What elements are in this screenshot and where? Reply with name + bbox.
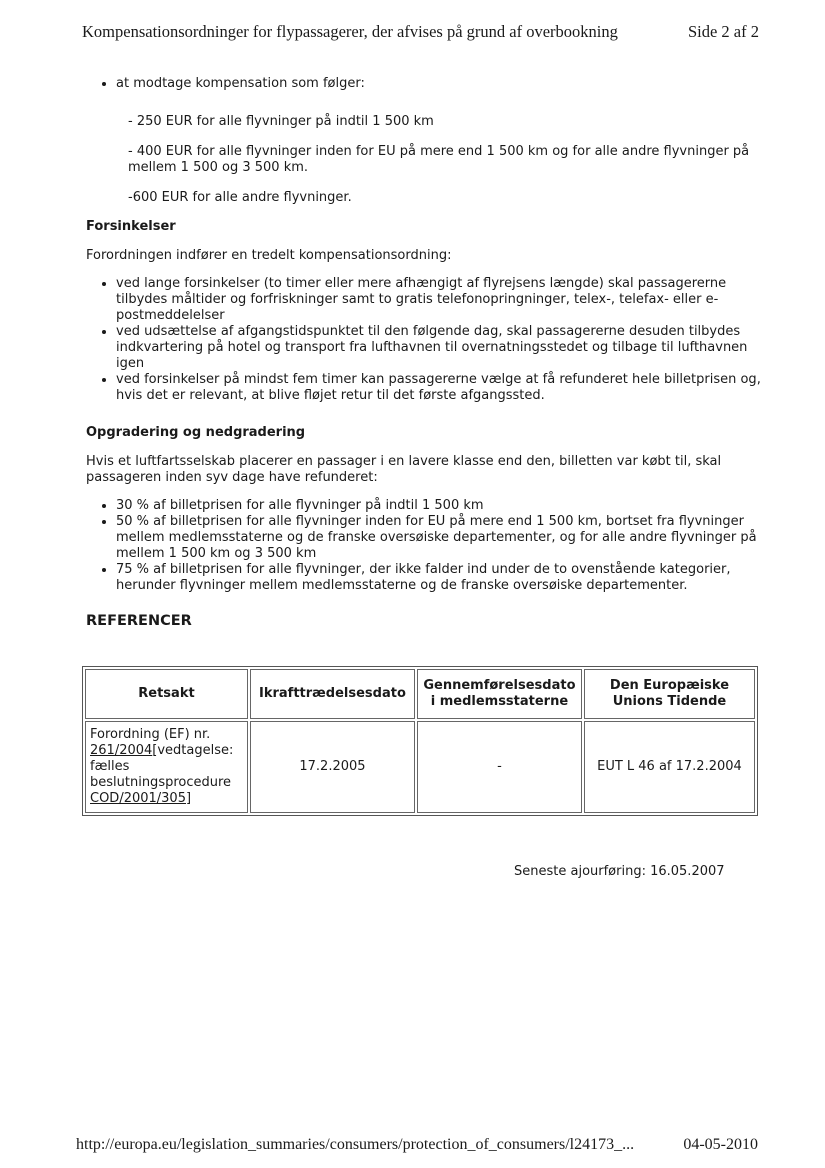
compensation-item: - 250 EUR for alle flyvninger på indtil 1 500 km — [128, 114, 434, 129]
act-prefix: Forordning (EF) nr. — [90, 727, 211, 742]
upgrade-list — [86, 498, 766, 594]
regulation-link[interactable]: 261/2004 — [90, 743, 153, 758]
print-date: 04-05-2010 — [683, 1136, 758, 1153]
section-heading-delays: Forsinkelser — [86, 219, 176, 234]
table-header-row — [85, 669, 755, 719]
page-header — [82, 22, 759, 42]
compensation-item: - 400 EUR for alle flyvninger inden for EU på mere end 1 500 km og for alle andre flyvninger på mellem 1 500 og 3 500 km. — [128, 144, 750, 175]
list-item: • 75 % af billetprisen for alle flyvninger, der ikke falder ind under de to ovenstående kategorier, herunder flyvninger mellem medlemsstaterne og de franske oversøiske departementer. — [116, 562, 766, 594]
compensation-intro: • at modtage kompensation som følger: — [116, 76, 766, 92]
column-header: Den Europæiske Unions Tidende — [584, 669, 755, 719]
main-content — [86, 76, 766, 629]
journal-cell: EUT L 46 af 17.2.2004 — [584, 721, 755, 813]
references-table — [82, 666, 758, 816]
page-number: Side 2 af 2 — [687, 22, 759, 41]
act-procedure-text: [vedtagelse: fælles beslutningsprocedure — [90, 743, 234, 790]
list-item: • 50 % af billetprisen for alle flyvninger inden for EU på mere end 1 500 km, bortset fra flyvninger mellem medlemsstaterne og de franske oversøiske departementer, og for alle andre flyvninger på mellem 1 500 km og 3 500 km — [116, 514, 766, 562]
table-row — [85, 721, 755, 813]
section-heading-references: REFERENCER — [86, 613, 192, 629]
document-title: Kompensationsordninger for flypassagerer, der afvises på grund af overbookning — [82, 22, 618, 41]
entry-date-cell: 17.2.2005 — [250, 721, 415, 813]
page-footer — [76, 1136, 758, 1154]
list-item: • ved forsinkelser på mindst fem timer kan passagererne vælge at få refunderet hele billetprisen og, hvis det er relevant, at blive fløjet retur til det første afgangssted. — [116, 372, 766, 404]
delays-intro: Forordningen indfører en tredelt kompensationsordning: — [86, 248, 452, 263]
list-item: • ved udsættelse af afgangstidspunktet til den følgende dag, skal passagererne desuden tilbydes indkvartering på hotel og transport fra lufthavnen til overnatningsstedet og tilbage til lufthavnen igen — [116, 324, 766, 372]
act-cell — [85, 721, 248, 813]
last-updated: Seneste ajourføring: 16.05.2007 — [514, 864, 725, 879]
compensation-list — [86, 76, 766, 92]
act-suffix: ] — [185, 791, 192, 806]
column-header: Gennemførelsesdato i medlemsstaterne — [417, 669, 582, 719]
delays-list — [86, 276, 766, 404]
column-header: Ikrafttrædelsesdato — [250, 669, 415, 719]
source-url: http://europa.eu/legislation_summaries/consumers/protection_of_consumers/l24173_... — [76, 1136, 635, 1153]
upgrade-intro: Hvis et luftfartsselskab placerer en passager i en lavere klasse end den, billetten var købt til, skal passageren inden syv dage have refunderet: — [86, 454, 722, 485]
list-item: • ved lange forsinkelser (to timer eller mere afhængigt af flyrejsens længde) skal passagererne tilbydes måltider og forfriskninger samt to gratis telefonopringninger, telex-, telefax- eller e-postmeddelelser — [116, 276, 766, 324]
section-heading-upgrade: Opgradering og nedgradering — [86, 425, 306, 440]
transposition-cell: - — [417, 721, 582, 813]
procedure-link[interactable]: COD/2001/305 — [90, 791, 186, 806]
compensation-item: -600 EUR for alle andre flyvninger. — [128, 190, 352, 205]
list-item: • 30 % af billetprisen for alle flyvninger på indtil 1 500 km — [116, 498, 766, 514]
column-header: Retsakt — [85, 669, 248, 719]
